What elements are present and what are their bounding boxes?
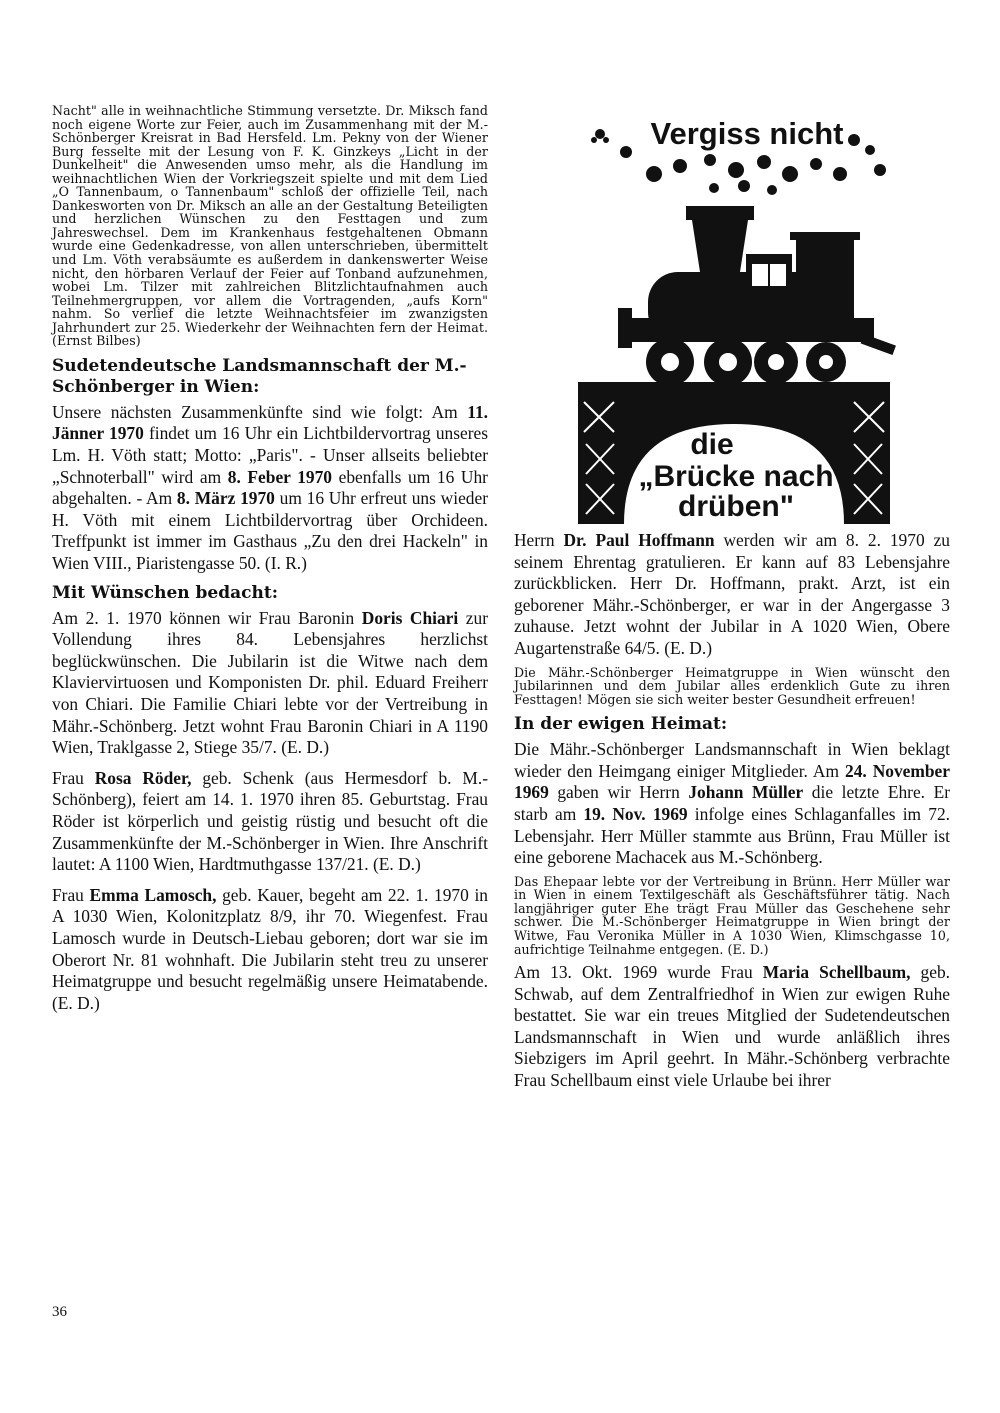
paragraph-greeting: Die Mähr.-Schönberger Heimatgruppe in Wien wünscht den Jubilarinnen und dem Jubilar alles erdenklich Gute zu ihren Festtagen! Mögen sie sich weiter bester Gesundheit erfreuen! bbox=[514, 664, 950, 707]
paragraph-lamosch: Frau Emma Lamosch, geb. Kauer, begeht am 22. 1. 1970 in A 1030 Wien, Kolonitzplatz 8/9, ihr 70. Wiegenfest. Frau Lamosch wurde in Deutsch-Liebau geboren; dort war sie im Oberort Nr. 81 wohnhaft. Die Jubilarin steht treu zu unserer Heimatgruppe und besucht regelmäßig unsere Heimatabende. (E. D.) bbox=[52, 884, 488, 1013]
paragraph-roeder: Frau Rosa Röder, geb. Schenk (aus Hermesdorf b. M.-Schönberg), feiert am 14. 1. 1970 ihren 85. Geburtstag. Frau Röder ist körperlich und geistig rüstig und besucht oft die Zusammenkünfte der M.-Schönberger in Wien. Ihre Anschrift lautet: A 1100 Wien, Hardtmuthgasse 137/21. (E. D.) bbox=[52, 767, 488, 875]
heading-sudeten: Sudetendeutsche Landsmannschaft der M.-Schönberger in Wien: bbox=[52, 355, 467, 397]
page-number: 36 bbox=[52, 1304, 67, 1320]
locomotive-icon bbox=[618, 206, 896, 386]
bridge-illustration bbox=[514, 104, 950, 524]
heading-eternal: In der ewigen Heimat: bbox=[514, 714, 728, 735]
intro-paragraph: Nacht" alle in weihnachtliche Stimmung versetzte. Dr. Miksch fand noch eigene Worte zur Feier, auch im Zusammenhang mit der M.-Schönberger Kreisrat in Bad Hersfeld. Lm. Pekny von der Wiener Burg fesselte mit der Lesung von F. K. Ginzkeys „Licht in der Dunkelheit" die Anwesenden umso mehr, als die Handlung im weihnachtlichen Wien der Vorkriegszeit spielte und mit dem Lied „O Tannenbaum, o Tannenbaum" schloß der offizielle Teil, nach Dankesworten von Dr. Miksch an alle an der Gestaltung Beteiligten und herzlichen Wünschen zu den Festtagen und zum Jahreswechsel. Dem im Krankenhaus festgehaltenen Obmann wurde eine Gedenkadresse, von allen unterschrieben, übermittelt und Lm. Vöth verabsäumte es außerdem in dankenswerter Weise nicht, den hörbaren Verlauf der Feier auf Tonband aufzunehmen, wobei Lm. Tilzer mit zahlreichen Blitzlichtaufnahmen auch Teilnehmergruppen, vor allem die Vortragenden, „aufs Korn" nahm. So verlief die letzte Weihnachtsfeier im zwanzigsten Jahrhundert zur 25. Wiederkehr der Weihnachten fern der Heimat. (Ernst Bilbes) bbox=[52, 103, 488, 349]
illustration-line-2: „Brücke nach bbox=[638, 460, 834, 493]
paragraph-mueller: Die Mähr.-Schönberger Landsmannschaft in Wien beklagt wieder den Heimgang einiger Mitglieder. Am 24. November 1969 gaben wir Herrn Johann Müller die letzte Ehre. Er starb am 19. Nov. 1969 infolge eines Schlaganfalles im 72. Lebensjahr. Herr Müller stammte aus Brünn, Frau Müller ist eine geborene Machacek aus M.-Schönberg. bbox=[514, 739, 950, 868]
left-column bbox=[52, 104, 488, 1014]
right-column bbox=[514, 104, 950, 1092]
paragraph-chiari: Am 2. 1. 1970 können wir Frau Baronin Doris Chiari zur Vollendung ihres 84. Lebensjahres herzlichst beglückwünschen. Die Jubilarin ist die Witwe nach dem Klaviervirtuosen und Komponisten Dr. phil. Eduard Freiherr von Chiari. Die Familie Chiari lebte vor der Vertreibung in Mähr.-Schönberg. Jetzt wohnt Frau Baronin Chiari in A 1190 Wien, Traklgasse 2, Stiege 35/7. (E. D.) bbox=[52, 607, 488, 758]
illustration-line-1: die bbox=[690, 428, 734, 461]
paragraph-couple: Das Ehepaar lebte vor der Vertreibung in Brünn. Herr Müller war in Wien in einem Textilgeschäft als Geschäftsführer tätig. Nach langjähriger guter Ehe trägt Frau Müller das Geschehene sehr schwer. Die M.-Schönberger Heimatgruppe in Wien bringt der Witwe, Fau Veronika Müller in A 1030 Wien, Klimschgasse 10, aufrichtige Teilnahme entgegen. (E. D.) bbox=[514, 873, 950, 957]
paragraph-hoffmann: Herrn Dr. Paul Hoffmann werden wir am 8. 2. 1970 zu seinem Ehrentag gratulieren. Er kann auf 83 Lebensjahre zurückblicken. Herr Dr. Hoffmann, prakt. Arzt, ist ein geborener Mähr.-Schönberger, er war in der Angergasse 3 zuhause. Jetzt wohnt der Jubilar in A 1020 Wien, Obere Augartenstraße 64/5. (E. D.) bbox=[514, 530, 950, 658]
paragraph-schellbaum: Am 13. Okt. 1969 wurde Frau Maria Schellbaum, geb. Schwab, auf dem Zentralfriedhof in Wien zur ewigen Ruhe bestattet. Sie war ein treues Mitglied der Sudetendeutschen Landsmannschaft in Wien und wurde anläßlich ihres Siebzigers im April geehrt. In Mähr.-Schönberg verbrachte Frau Schellbaum einst viele Urlaube bei ihrer bbox=[514, 962, 950, 1091]
illustration-line-3: drüben" bbox=[678, 490, 794, 523]
illustration-top-text: Vergiss nicht bbox=[650, 116, 844, 151]
paragraph-sudeten: Unsere nächsten Zusammenkünfte sind wie folgt: Am 11. Jänner 1970 findet um 16 Uhr ein Lichtbildervortrag unseres Lm. H. Vöth statt; Motto: „Paris". - Unser allseits beliebter „Schnoterball" wird am 8. Feber 1970 ebenfalls um 16 Uhr abgehalten. - Am 8. März 1970 um 16 Uhr erfreut uns wieder H. Vöth mit einem Lichtbildervortrag über Orchideen. Treffpunkt ist immer im Gasthaus „Zu den drei Hackeln" in Wien VIII., Piaristengasse 50. (I. R.) bbox=[52, 401, 488, 573]
heading-wishes: Mit Wünschen bedacht: bbox=[52, 582, 278, 603]
